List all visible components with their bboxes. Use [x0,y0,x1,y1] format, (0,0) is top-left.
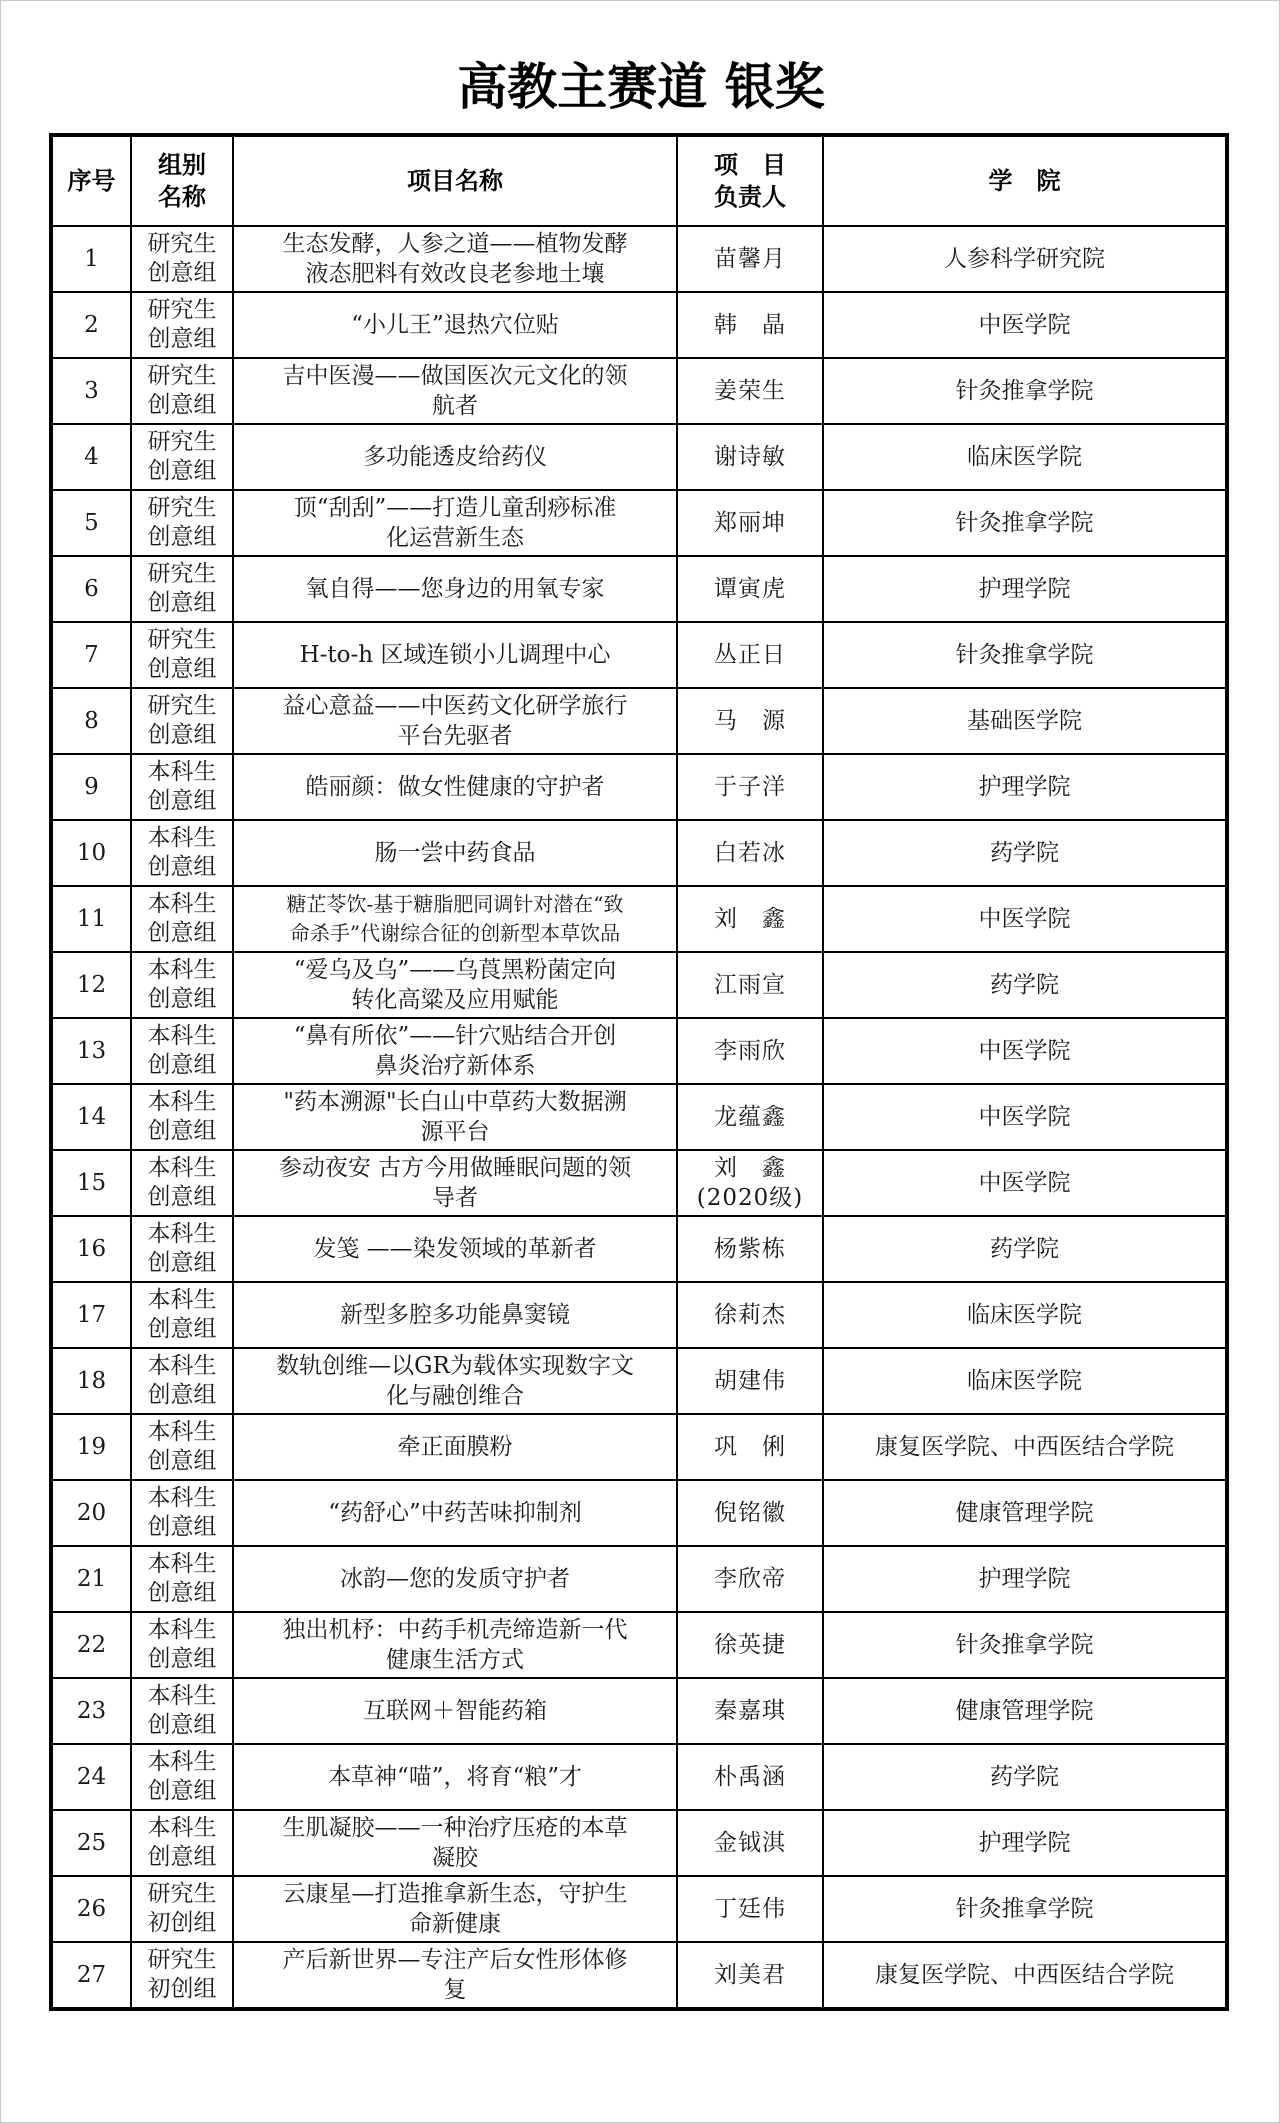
table-row [51,1942,1227,2009]
header-index: 序号 [51,135,131,226]
row-leader: 刘 鑫 [677,886,823,952]
row-group: 本科生 创意组 [131,754,233,820]
row-group: 研究生 创意组 [131,292,233,358]
row-group: 本科生 创意组 [131,1084,233,1150]
row-college: 中医学院 [823,1084,1227,1150]
table-row [51,820,1227,886]
row-leader: 江雨宣 [677,952,823,1018]
row-college: 人参科学研究院 [823,226,1227,292]
row-college: 临床医学院 [823,424,1227,490]
table-row [51,688,1227,754]
row-project-name: 牵正面膜粉 [233,1414,677,1480]
row-index: 11 [51,886,131,952]
row-college: 临床医学院 [823,1282,1227,1348]
row-group: 研究生 初创组 [131,1876,233,1942]
row-project-name: 新型多腔多功能鼻窦镜 [233,1282,677,1348]
table-row [51,1744,1227,1810]
row-index: 14 [51,1084,131,1150]
row-project-name: 生肌凝胶——一种治疗压疮的本草 凝胶 [233,1810,677,1876]
row-index: 2 [51,292,131,358]
row-index: 27 [51,1942,131,2009]
row-leader: 郑丽坤 [677,490,823,556]
row-leader: 李雨欣 [677,1018,823,1084]
row-group: 本科生 创意组 [131,1744,233,1810]
row-index: 23 [51,1678,131,1744]
row-group: 研究生 创意组 [131,358,233,424]
row-project-name: 本草神“喵”，将育“粮”才 [233,1744,677,1810]
row-college: 药学院 [823,1744,1227,1810]
row-group: 研究生 创意组 [131,424,233,490]
row-leader: 倪铭徽 [677,1480,823,1546]
row-project-name: 数轨创维—以GR为载体实现数字文 化与融创维合 [233,1348,677,1414]
table-row [51,1018,1227,1084]
row-college: 康复医学院、中西医结合学院 [823,1942,1227,2009]
row-project-name: 吉中医漫——做国医次元文化的领 航者 [233,358,677,424]
row-college: 护理学院 [823,754,1227,820]
row-index: 12 [51,952,131,1018]
row-project-name: 发笺 ——染发领域的革新者 [233,1216,677,1282]
table-row [51,1678,1227,1744]
row-leader: 刘美君 [677,1942,823,2009]
row-college: 中医学院 [823,886,1227,952]
row-leader: 韩 晶 [677,292,823,358]
row-index: 26 [51,1876,131,1942]
row-project-name: 产后新世界—专注产后女性形体修 复 [233,1942,677,2009]
row-college: 健康管理学院 [823,1678,1227,1744]
row-college: 健康管理学院 [823,1480,1227,1546]
row-college: 药学院 [823,820,1227,886]
row-index: 24 [51,1744,131,1810]
row-index: 20 [51,1480,131,1546]
row-college: 药学院 [823,1216,1227,1282]
row-college: 药学院 [823,952,1227,1018]
row-group: 本科生 创意组 [131,1216,233,1282]
row-index: 3 [51,358,131,424]
row-project-name: 冰韵—您的发质守护者 [233,1546,677,1612]
table-row [51,1810,1227,1876]
row-leader: 谢诗敏 [677,424,823,490]
row-project-name: 肠一尝中药食品 [233,820,677,886]
table-row [51,1282,1227,1348]
header-college: 学 院 [823,135,1227,226]
row-group: 本科生 创意组 [131,1480,233,1546]
row-index: 18 [51,1348,131,1414]
row-group: 本科生 创意组 [131,1612,233,1678]
row-college: 护理学院 [823,556,1227,622]
page-title: 高教主赛道 银奖 [457,57,825,116]
table-row [51,622,1227,688]
row-project-name: 云康星—打造推拿新生态，守护生 命新健康 [233,1876,677,1942]
row-leader: 胡建伟 [677,1348,823,1414]
table-row [51,1414,1227,1480]
row-leader: 李欣帝 [677,1546,823,1612]
row-index: 25 [51,1810,131,1876]
row-group: 本科生 创意组 [131,1678,233,1744]
table-row [51,358,1227,424]
row-group: 研究生 创意组 [131,688,233,754]
row-index: 17 [51,1282,131,1348]
table-header-row [51,135,1227,226]
awards-table [49,133,1229,2011]
row-group: 本科生 创意组 [131,1546,233,1612]
row-index: 22 [51,1612,131,1678]
row-college: 临床医学院 [823,1348,1227,1414]
row-index: 19 [51,1414,131,1480]
row-leader: 马 源 [677,688,823,754]
row-college: 针灸推拿学院 [823,358,1227,424]
row-project-name: "药本溯源"长白山中草药大数据溯 源平台 [233,1084,677,1150]
row-college: 针灸推拿学院 [823,1612,1227,1678]
header-project: 项目名称 [233,135,677,226]
row-college: 针灸推拿学院 [823,490,1227,556]
row-project-name: 益心意益——中医药文化研学旅行 平台先驱者 [233,688,677,754]
row-group: 研究生 初创组 [131,1942,233,2009]
row-group: 研究生 创意组 [131,556,233,622]
row-leader: 谭寅虎 [677,556,823,622]
table-row [51,1084,1227,1150]
table-row [51,754,1227,820]
row-leader: 秦嘉琪 [677,1678,823,1744]
row-college: 护理学院 [823,1810,1227,1876]
row-leader: 苗馨月 [677,226,823,292]
row-leader: 金钺淇 [677,1810,823,1876]
header-group: 组别 名称 [131,135,233,226]
row-college: 中医学院 [823,1018,1227,1084]
row-group: 研究生 创意组 [131,490,233,556]
row-group: 本科生 创意组 [131,1414,233,1480]
row-group: 研究生 创意组 [131,226,233,292]
row-college: 基础医学院 [823,688,1227,754]
row-index: 21 [51,1546,131,1612]
row-group: 本科生 创意组 [131,952,233,1018]
table-row [51,292,1227,358]
table-row [51,424,1227,490]
row-group: 本科生 创意组 [131,820,233,886]
row-index: 1 [51,226,131,292]
row-leader: 龙蕴鑫 [677,1084,823,1150]
row-project-name: “小儿王”退热穴位贴 [233,292,677,358]
row-group: 本科生 创意组 [131,1150,233,1216]
row-college: 针灸推拿学院 [823,622,1227,688]
row-group: 本科生 创意组 [131,1810,233,1876]
row-leader: 刘 鑫 (2020级) [677,1150,823,1216]
row-leader: 巩 俐 [677,1414,823,1480]
row-project-name: 顶“刮刮”——打造儿童刮痧标准 化运营新生态 [233,490,677,556]
row-index: 5 [51,490,131,556]
row-index: 9 [51,754,131,820]
row-index: 4 [51,424,131,490]
row-leader: 朴禹涵 [677,1744,823,1810]
row-leader: 丛正日 [677,622,823,688]
row-project-name: 生态发酵，人参之道——植物发酵 液态肥料有效改良老参地土壤 [233,226,677,292]
row-project-name: “鼻有所依”——针穴贴结合开创 鼻炎治疗新体系 [233,1018,677,1084]
row-index: 10 [51,820,131,886]
row-leader: 姜荣生 [677,358,823,424]
row-project-name: 参动夜安 古方今用做睡眠问题的领 导者 [233,1150,677,1216]
row-leader: 于子洋 [677,754,823,820]
row-leader: 徐英捷 [677,1612,823,1678]
row-group: 本科生 创意组 [131,1282,233,1348]
row-project-name: 互联网＋智能药箱 [233,1678,677,1744]
row-index: 7 [51,622,131,688]
table-row [51,226,1227,292]
row-project-name: H-to-h 区域连锁小儿调理中心 [233,622,677,688]
table-row [51,1546,1227,1612]
row-college: 中医学院 [823,292,1227,358]
table-row [51,1876,1227,1942]
table-row [51,1348,1227,1414]
table-body [51,226,1227,2009]
row-index: 15 [51,1150,131,1216]
row-college: 针灸推拿学院 [823,1876,1227,1942]
header-leader: 项 目 负责人 [677,135,823,226]
table-row [51,1150,1227,1216]
row-project-name: 糖芷苓饮-基于糖脂肥同调针对潜在“致 命杀手”代谢综合征的创新型本草饮品 [233,886,677,952]
row-group: 本科生 创意组 [131,1348,233,1414]
row-group: 研究生 创意组 [131,622,233,688]
row-index: 6 [51,556,131,622]
table-row [51,556,1227,622]
row-index: 8 [51,688,131,754]
row-college: 中医学院 [823,1150,1227,1216]
row-project-name: “药舒心”中药苦味抑制剂 [233,1480,677,1546]
row-college: 康复医学院、中西医结合学院 [823,1414,1227,1480]
row-leader: 白若冰 [677,820,823,886]
table-row [51,886,1227,952]
row-leader: 杨紫栋 [677,1216,823,1282]
row-project-name: 氧自得——您身边的用氧专家 [233,556,677,622]
table-row [51,1480,1227,1546]
row-group: 本科生 创意组 [131,1018,233,1084]
row-leader: 丁廷伟 [677,1876,823,1942]
table-row [51,490,1227,556]
row-group: 本科生 创意组 [131,886,233,952]
table-row [51,1612,1227,1678]
row-project-name: 独出机杼：中药手机壳缔造新一代 健康生活方式 [233,1612,677,1678]
row-project-name: 多功能透皮给药仪 [233,424,677,490]
row-leader: 徐莉杰 [677,1282,823,1348]
row-index: 16 [51,1216,131,1282]
table-row [51,952,1227,1018]
row-index: 13 [51,1018,131,1084]
row-project-name: 皓丽颜：做女性健康的守护者 [233,754,677,820]
row-college: 护理学院 [823,1546,1227,1612]
row-project-name: “爱乌及乌”——乌莨黑粉菌定向 转化高粱及应用赋能 [233,952,677,1018]
table-row [51,1216,1227,1282]
